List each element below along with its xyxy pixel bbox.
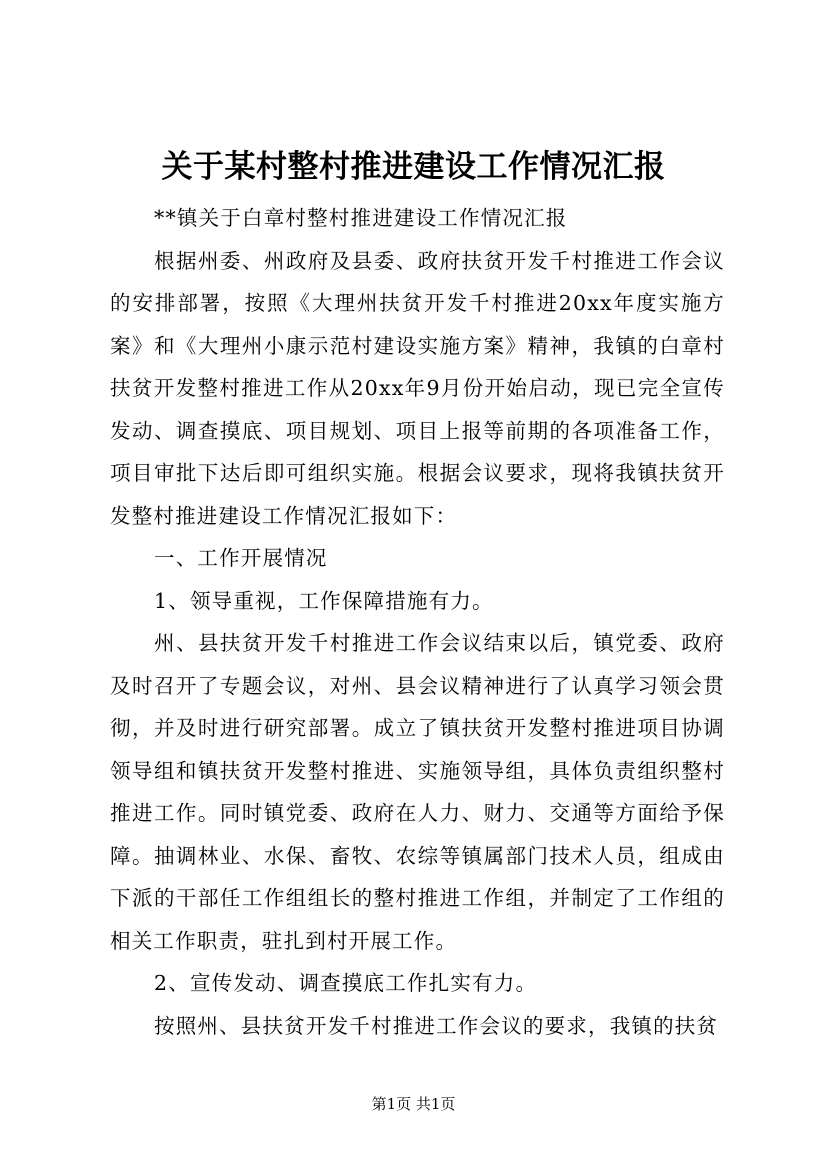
document-title: 关于某村整村推进建设工作情况汇报 <box>161 149 666 185</box>
paragraph-leadership: 州、县扶贫开发千村推进工作会议结束以后，镇党委、政府及时召开了专题会议，对州、县会议精神进行了认真学习领会贯彻，并及时进行研究部署。成立了镇扶贫开发整村推进项目协调领导组和镇扶贫开发整村推进、实施领导组，具体负责组织整村推进工作。同时镇党委、政府在人力、财力、交通等方面给予保障。抽调林业、水保、畜牧、农综等镇属部门技术人员，组成由下派的干部任工作组组长的整村推进工作组，并制定了工作组的相关工作职责，驻扎到村开展工作。 <box>110 631 725 953</box>
paragraph-propaganda: 按照州、县扶贫开发千村推进工作会议的要求，我镇的扶贫 <box>154 1013 719 1038</box>
subsection-heading-2: 2、宣传发动、调查摸底工作扎实有力。 <box>154 971 538 995</box>
section-heading-1: 一、工作开展情况 <box>154 546 328 570</box>
subsection-heading-1: 1、领导重视，工作保障措施有力。 <box>154 588 494 613</box>
paragraph-intro: 根据州委、州政府及县委、政府扶贫开发千村推进工作会议的安排部署，按照《大理州扶贫开发千村推进20xx年度实施方案》和《大理州小康示范村建设实施方案》精神，我镇的白章村扶贫开发整村推进工作从20xx年9月份开始启动，现已完全宣传发动、调查摸底、项目规划、项目上报等前期的各项准备工作，项目审批下达后即可组织实施。根据会议要求，现将我镇扶贫开发整村推进建设工作情况汇报如下： <box>110 248 725 528</box>
paragraph-subtitle: **镇关于白章村整村推进建设工作情况汇报 <box>154 206 568 230</box>
page-footer: 第1页 共1页 <box>371 1095 456 1113</box>
document-body <box>110 197 725 1047</box>
